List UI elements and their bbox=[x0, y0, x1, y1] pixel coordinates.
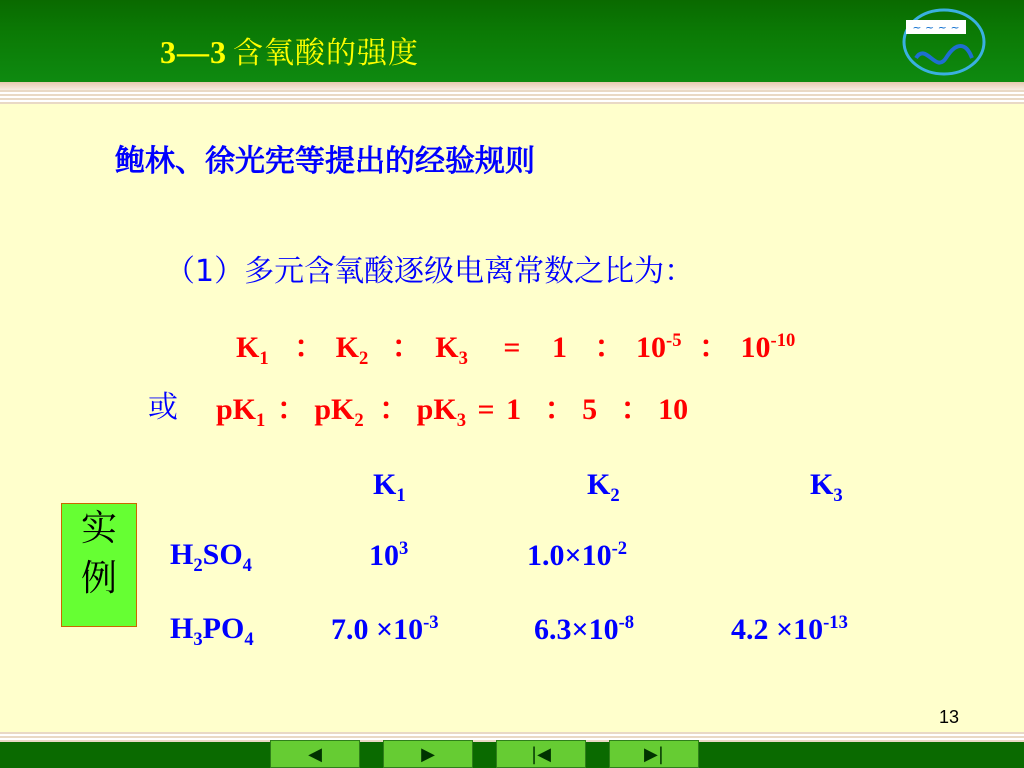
prev-icon: ◀ bbox=[308, 743, 322, 765]
first-button[interactable] bbox=[496, 740, 586, 768]
table-row-h2so4-label: $H_2SO_4$ bbox=[170, 538, 252, 576]
k-ratio-line: $K_1$ ： $K_2$ ： $K_3 = 1$ ： $10^{-5}$ ： $10^{-10}$ bbox=[236, 330, 796, 369]
rule-text: （1）多元含氧酸逐级电离常数之比为： bbox=[165, 254, 695, 289]
slide-title bbox=[160, 28, 419, 72]
table-cell-h3po4-k1: $7.0 \times 10^{-3}$ bbox=[331, 612, 439, 646]
table-cell-h3po4-k3: $4.2 \times 10^{-13}$ bbox=[731, 612, 848, 646]
next-icon: ▶ bbox=[421, 743, 435, 765]
table-cell-h3po4-k2: $6.3\times 10^{-8}$ bbox=[534, 612, 635, 646]
prev-button[interactable] bbox=[270, 740, 360, 768]
header-stripe bbox=[0, 82, 1024, 104]
column-header-k1: $K_1$ bbox=[373, 468, 406, 506]
svg-text:~ ~ ~ ~: ~ ~ ~ ~ bbox=[912, 21, 960, 34]
column-header-k2: $K_2$ bbox=[587, 468, 620, 506]
page-number: 13 bbox=[939, 707, 960, 727]
example-label: 实 例 bbox=[61, 503, 137, 627]
title-number: 3—3 bbox=[160, 34, 227, 70]
pk-ratio-line: $pK_1$ ： $pK_2$ ： $pK_3 = 1$ ： 5 ： 10 bbox=[216, 393, 689, 431]
first-icon: |◀ bbox=[531, 743, 551, 765]
next-button[interactable] bbox=[383, 740, 473, 768]
table-cell-h2so4-k1: $10^3$ bbox=[369, 538, 409, 572]
last-button[interactable] bbox=[609, 740, 699, 768]
table-row-h3po4-label: $H_3PO_4$ bbox=[170, 612, 254, 650]
header-bar bbox=[0, 0, 1024, 82]
title-text: 含氧酸的强度 bbox=[233, 36, 419, 71]
section-heading: 鲍林、徐光宪等提出的经验规则 bbox=[115, 144, 535, 179]
column-header-k3: $K_3$ bbox=[810, 468, 843, 506]
or-word: 或 bbox=[148, 390, 178, 425]
last-icon: ▶| bbox=[644, 743, 664, 765]
table-cell-h2so4-k2: $1.0\times 10^{-2}$ bbox=[527, 538, 628, 572]
logo-icon bbox=[896, 6, 988, 78]
